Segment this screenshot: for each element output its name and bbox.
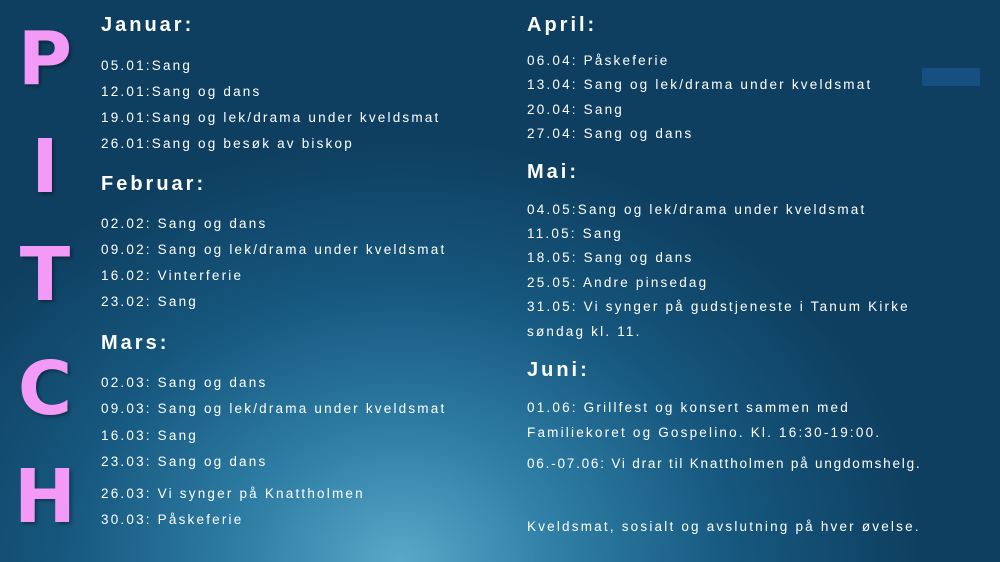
schedule-item: 26.03: Vi synger på Knattholmen <box>101 486 365 501</box>
schedule-item: 31.05: Vi synger på gudstjeneste i Tanum Kirke <box>527 299 910 314</box>
schedule-item: 09.03: Sang og lek/drama under kveldsmat <box>101 401 447 416</box>
schedule-item: 04.05:Sang og lek/drama under kveldsmat <box>527 202 867 217</box>
month-heading-januar: Januar: <box>101 14 195 36</box>
title-letter-i: I <box>31 124 59 210</box>
schedule-item: 02.02: Sang og dans <box>101 216 268 231</box>
schedule-item: 30.03: Påskeferie <box>101 512 244 527</box>
title-letter-c: C <box>17 346 73 432</box>
schedule-item: 06.04: Påskeferie <box>527 53 670 68</box>
month-heading-mars: Mars: <box>101 332 170 354</box>
month-heading-juni: Juni: <box>527 359 590 381</box>
schedule-item: 01.06: Grillfest og konsert sammen med <box>527 400 850 415</box>
month-heading-april: April: <box>527 14 598 36</box>
schedule-item: 09.02: Sang og lek/drama under kveldsmat <box>101 242 447 257</box>
title-letter-h: H <box>14 454 76 540</box>
schedule-item: 16.03: Sang <box>101 428 199 443</box>
schedule-item: Familiekoret og Gospelino. Kl. 16:30-19:00. <box>527 425 882 440</box>
schedule-item: 05.01:Sang <box>101 58 193 73</box>
decorative-box <box>922 68 980 86</box>
month-heading-februar: Februar: <box>101 173 207 195</box>
schedule-item: 25.05: Andre pinsedag <box>527 275 709 290</box>
footer-note: Kveldsmat, sosialt og avslutning på hver øvelse. <box>527 519 921 534</box>
schedule-item: 11.05: Sang <box>527 226 624 241</box>
schedule-item: 23.02: Sang <box>101 294 199 309</box>
schedule-item: 23.03: Sang og dans <box>101 454 268 469</box>
title-letter-t: T <box>19 232 71 318</box>
schedule-item: 16.02: Vinterferie <box>101 268 244 283</box>
schedule-item: 06.-07.06: Vi drar til Knattholmen på ungdomshelg. <box>527 456 922 471</box>
schedule-item: 19.01:Sang og lek/drama under kveldsmat <box>101 110 441 125</box>
schedule-item: 27.04: Sang og dans <box>527 126 694 141</box>
month-heading-mai: Mai: <box>527 161 579 183</box>
title-letter-p: P <box>17 16 73 102</box>
schedule-item: 13.04: Sang og lek/drama under kveldsmat <box>527 77 873 92</box>
schedule-item: 12.01:Sang og dans <box>101 84 262 99</box>
schedule-item: 02.03: Sang og dans <box>101 375 268 390</box>
schedule-item: søndag kl. 11. <box>527 324 642 339</box>
schedule-item: 20.04: Sang <box>527 102 625 117</box>
schedule-item: 18.05: Sang og dans <box>527 250 694 265</box>
schedule-item: 26.01:Sang og besøk av biskop <box>101 136 354 151</box>
